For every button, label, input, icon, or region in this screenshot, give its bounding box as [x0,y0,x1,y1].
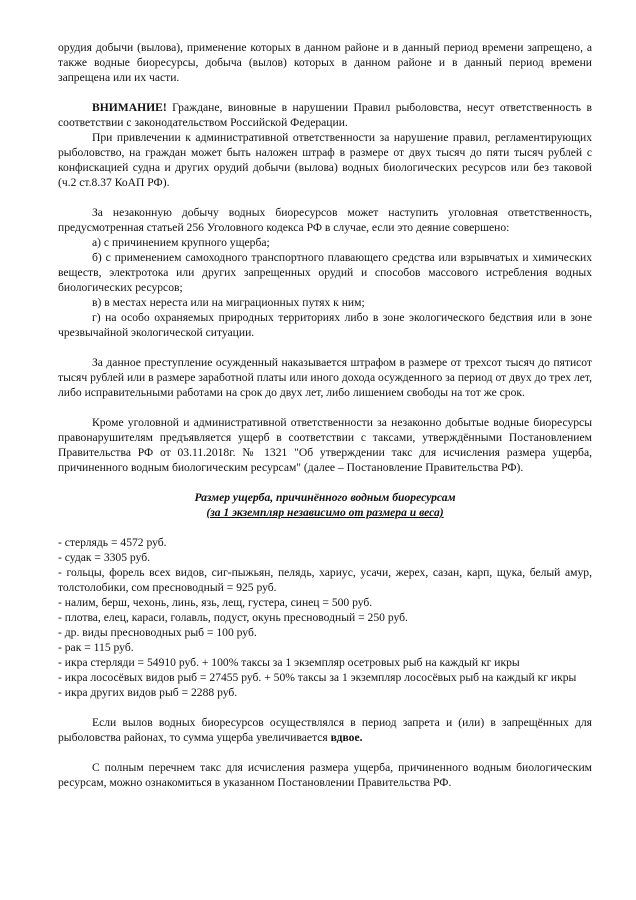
rates-list [58,535,592,700]
closing-paragraph: С полным перечнем такс для исчисления размера ущерба, причиненного водным биологическим ресурсам, можно ознакомиться в указанном Постановлении Правительства РФ. [58,761,592,789]
criminal-item-a: а) с причинением крупного ущерба; [92,236,270,249]
rate-item: - гольцы, форель всех видов, сиг-пыжьян, пелядь, хариус, усачи, жерех, сазан, карп, щука, белый амур, толстолобики, сом пресноводный = 925 руб. [58,566,592,594]
criminal-item-d: г) на особо охраняемых природных территориях либо в зоне экологического бедствия или в зоне чрезвычайной экологической ситуации. [58,311,592,339]
punishment-paragraph: За данное преступление осужденный наказывается штрафом в размере от трехсот тысяч до пятисот тысяч рублей или в размере заработной платы или иного дохода осужденного за период от двух до трех лет, либо исправительными работами на срок до двух лет, либо лишением свободы на тот же срок. [58,356,592,399]
rate-item: - плотва, елец, караси, голавль, подуст, окунь пресноводный = 250 руб. [58,611,408,624]
warning-paragraph [58,100,592,130]
rate-item: - налим, берш, чехонь, линь, язь, лещ, густера, синец = 500 руб. [58,596,373,609]
criminal-intro: За незаконную добычу водных биоресурсов может наступить уголовная ответственность, предусмотренная статьей 256 Уголовного кодекса РФ в случае, если это деяние совершено: [58,206,592,234]
criminal-item-b: б) с применением самоходного транспортного плавающего средства или взрывчатых и химических веществ, электротока или других запрещенных орудий и способов массового истребления водных биологических ресурсов; [58,251,592,294]
damage-paragraph: Кроме уголовной и административной ответственности за незаконно добытые водные биоресурсы правонарушителям предъявляется ущерб в соответствии с таксами, утверждёнными Постановлением Правительства РФ от 03.11.2018г. № 1321 "Об утверждении такс для исчисления размера ущерба, причиненного водным биологическим ресурсам" (далее – Постановление Правительства РФ). [58,416,592,474]
rate-item: - икра стерляди = 54910 руб. + 100% таксы за 1 экземпляр осетровых рыб на каждый кг икры [58,656,520,669]
double-damage-emphasis: вдвое. [330,731,363,744]
damage-table-title: Размер ущерба, причинённого водным биоресурсам [194,491,456,504]
admin-paragraph: При привлечении к административной ответственности за нарушение правил, регламентирующих рыболовство, на граждан может быть наложен штраф в размере от двух тысяч до пяти тысяч рублей с конфискацией судна и других орудий добычи (вылова) водных биологических ресурсов или без таковой (ч.2 ст.8.37 КоАП РФ). [58,131,592,189]
criminal-item-c: в) в местах нереста или на миграционных путях к ним; [92,296,365,309]
double-damage-paragraph [58,715,592,745]
warning-text: Граждане, виновные в нарушении Правил рыболовства, несут ответственность в соответствии с законодательством Российской Федерации. [58,101,592,129]
intro-paragraph: орудия добычи (вылова), применение которых в данном районе и в данный период времени запрещено, а также водные биоресурсы, добыча (вылов) которых в данном районе и в данный период времени запрещена или их части. [58,41,592,84]
rate-item: - икра других видов рыб = 2288 руб. [58,686,238,699]
warning-label: ВНИМАНИЕ! [92,101,167,114]
double-damage-text: Если вылов водных биоресурсов осуществлялся в период запрета и (или) в запрещённых для рыболовства районах, то сумма ущерба увеличивается [58,716,592,744]
rate-item: - др. виды пресноводных рыб = 100 руб. [58,626,257,639]
rate-item: - рак = 115 руб. [58,641,134,654]
damage-table-subtitle: (за 1 экземпляр независимо от размера и веса) [206,506,444,519]
rate-item: - стерлядь = 4572 руб. [58,536,167,549]
rate-item: - судак = 3305 руб. [58,551,151,564]
rate-item: - икра лососёвых видов рыб = 27455 руб. + 50% таксы за 1 экземпляр лососёвых рыб на каждый кг икры [58,671,577,684]
